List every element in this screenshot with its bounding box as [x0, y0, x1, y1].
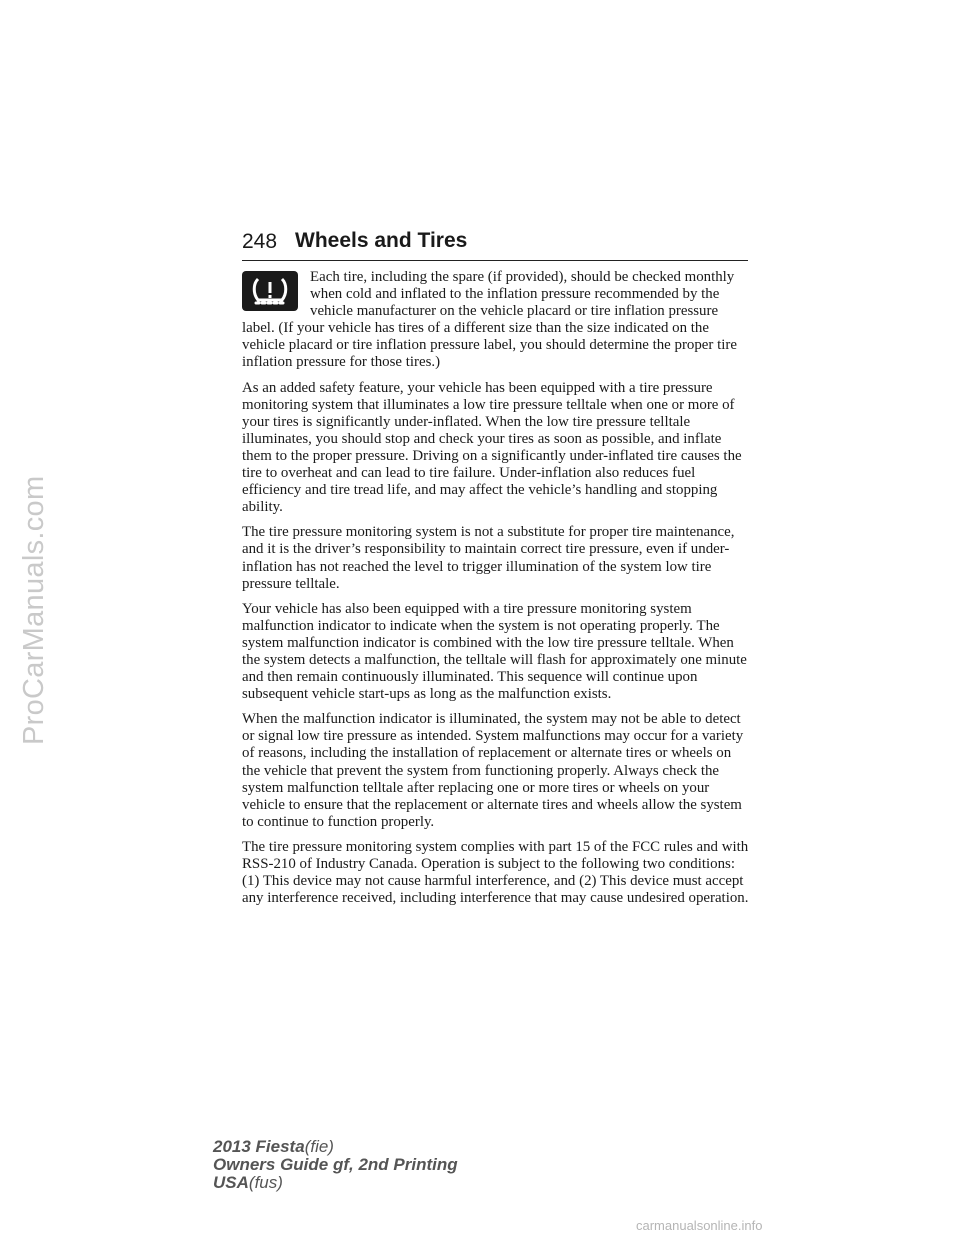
footer-model: 2013 Fiesta [213, 1137, 305, 1156]
paragraph-malfunction-illuminated: When the malfunction indicator is illuminated, the system may not be able to detect or signal low tire pressure as intended. System malfunctions may occur for a variety of reasons, including the installation of replacement or alternate tires or wheels on the vehicle that prevent the system from functioning properly. Always check the system malfunction telltale after replacing one or more tires or wheels on your vehicle to ensure that the replacement or alternate tires and wheels allow the system to continue to function properly. [242, 711, 744, 830]
paragraph-tire-check [242, 269, 752, 372]
footer-guide-line [213, 1156, 458, 1174]
section-title: Wheels and Tires [295, 229, 468, 252]
tire-pressure-warning-icon [242, 271, 298, 311]
page-body [242, 269, 752, 915]
footer-market: USA [213, 1173, 249, 1192]
paragraph-not-substitute: The tire pressure monitoring system is not a substitute for proper tire maintenance, and it is the driver’s responsibility to maintain correct tire pressure, even if under-inflation has not reached the level to trigger illumination of the system low tire pressure telltale. [242, 524, 735, 592]
footer-market-line [213, 1174, 458, 1192]
site-watermark: carmanualsonline.info [636, 1218, 763, 1233]
page-footer [213, 1138, 458, 1192]
paragraph-malfunction-indicator: Your vehicle has also been equipped with a tire pressure monitoring system malfunction indicator to indicate when the system is not operating properly. The system malfunction indicator is combined with the low tire pressure telltale. When the system detects a malfunction, the telltale will flash for approximately one minute and then remain continuously illuminated. This sequence will continue upon subsequent vehicle start-ups as long as the malfunction exists. [242, 600, 747, 703]
side-watermark: ProCarManuals.com [18, 475, 50, 745]
footer-model-code: (fie) [304, 1137, 334, 1156]
page-header [242, 228, 748, 261]
footer-guide: Owners Guide gf, 2nd Printing [213, 1155, 458, 1174]
paragraph-fcc-compliance: The tire pressure monitoring system complies with part 15 of the FCC rules and with RSS-210 of Industry Canada. Operation is subject to the following two conditions: (1) This device may not cause harmful interference, and (2) This device must accept any interference received, including interference that may cause undesired operation. [242, 838, 749, 907]
page-number: 248 [242, 230, 278, 253]
paragraph-safety-feature: As an added safety feature, your vehicle has been equipped with a tire pressure monitoring system that illuminates a low tire pressure telltale when one or more of your tires is significantly under-inflated. When the low tire pressure telltale illuminates, you should stop and check your tires as soon as possible, and inflate them to the proper pressure. Driving on a significantly under-inflated tire causes the tire to overheat and can lead to tire failure. Under-inflation also reduces fuel efficiency and tire tread life, and may affect the vehicle’s handling and stopping ability. [242, 379, 742, 516]
footer-model-line [213, 1138, 458, 1156]
footer-market-code: (fus) [248, 1173, 283, 1192]
paragraph-text: Each tire, including the spare (if provided), should be checked monthly when cold and inflated to the inflation pressure recommended by the vehicle manufacturer on the vehicle placard or tire inflation pressure label. (If your vehicle has tires of a different size than the size indicated on the vehicle placard or tire inflation pressure label, you should determine the proper tire inflation pressure for those tires.) [242, 269, 737, 371]
